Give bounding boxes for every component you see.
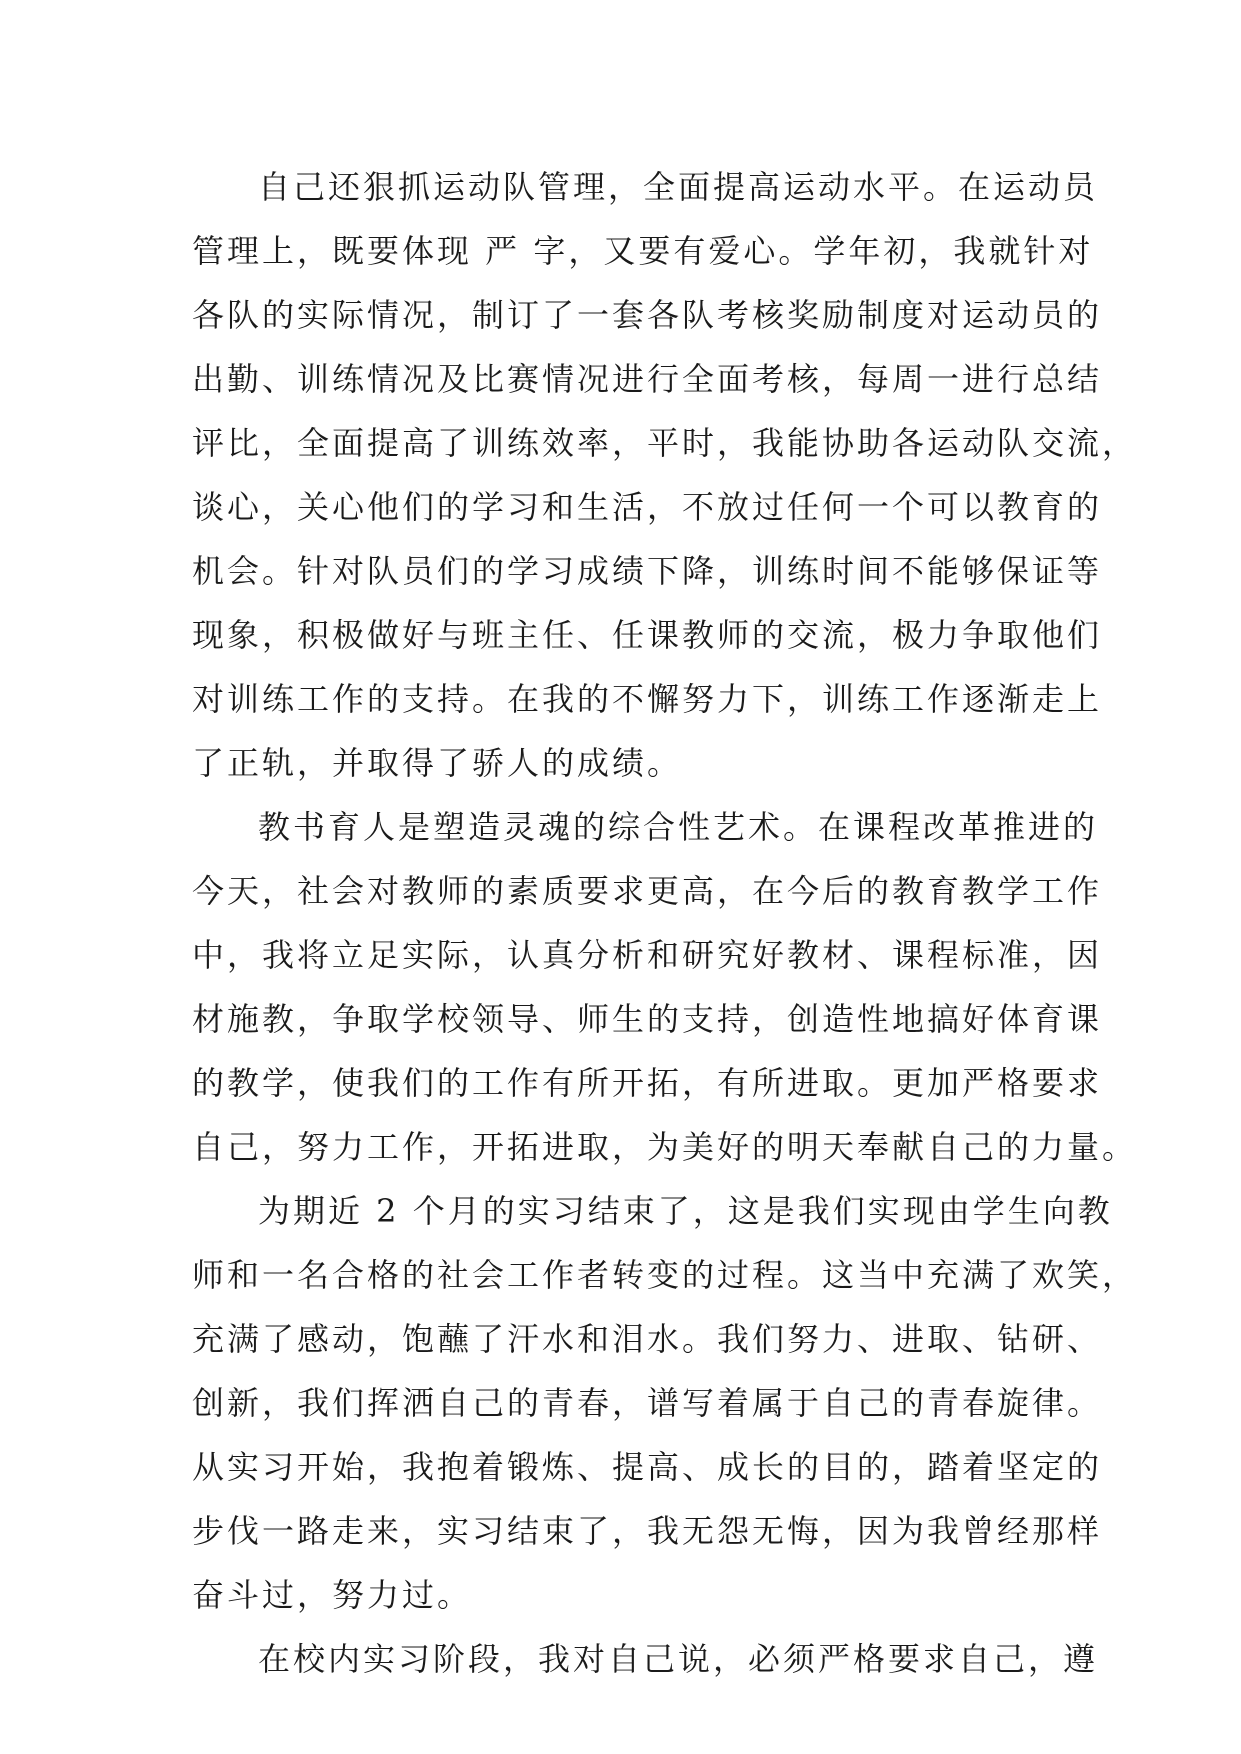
paragraph-3-line: 从实习开始，我抱着锻炼、提高、成长的目的，踏着坚定的 [192,1448,1103,1486]
paragraph-1-line: 各队的实际情况，制订了一套各队考核奖励制度对运动员的 [192,296,1103,334]
paragraph-1-line: 了正轨，并取得了骄人的成绩。 [192,744,683,782]
paragraph-3-line: 奋斗过，努力过。 [192,1576,473,1614]
paragraph-4-line: 在校内实习阶段，我对自己说，必须严格要求自己，遵 [258,1640,1099,1678]
paragraph-2-line: 今天，社会对教师的素质要求更高，在今后的教育教学工作 [192,872,1103,910]
paragraph-3-line: 步伐一路走来，实习结束了，我无怨无悔，因为我曾经那样 [192,1512,1103,1550]
paragraph-3-line: 充满了感动，饱蘸了汗水和泪水。我们努力、进取、钻研、 [192,1320,1103,1358]
paragraph-1-line: 自己还狠抓运动队管理，全面提高运动水平。在运动员 [258,168,1099,206]
paragraph-1-line: 出勤、训练情况及比赛情况进行全面考核，每周一进行总结 [192,360,1103,398]
paragraph-3-line: 为期近 2 个月的实习结束了，这是我们实现由学生向教 [258,1192,1113,1230]
document-body [192,155,1138,1691]
paragraph-1-line: 机会。针对队员们的学习成绩下降，训练时间不能够保证等 [192,552,1103,590]
paragraph-3-line: 创新，我们挥洒自己的青春，谱写着属于自己的青春旋律。 [192,1384,1103,1422]
paragraph-1-line: 管理上，既要体现 严 字，又要有爱心。学年初，我就针对 [192,232,1094,270]
paragraph-1-line: 评比，全面提高了训练效率，平时，我能协助各运动队交流， [192,424,1138,462]
paragraph-1-line: 谈心，关心他们的学习和生活，不放过任何一个可以教育的 [192,488,1103,526]
paragraph-3-line: 师和一名合格的社会工作者转变的过程。这当中充满了欢笑， [192,1256,1138,1294]
paragraph-2-line: 的教学，使我们的工作有所开拓，有所进取。更加严格要求 [192,1064,1103,1102]
paragraph-1-line: 现象，积极做好与班主任、任课教师的交流，极力争取他们 [192,616,1103,654]
paragraph-2-line: 材施教，争取学校领导、师生的支持，创造性地搞好体育课 [192,1000,1103,1038]
paragraph-2-line: 中，我将立足实际，认真分析和研究好教材、课程标准，因 [192,936,1103,974]
paragraph-2-line: 教书育人是塑造灵魂的综合性艺术。在课程改革推进的 [258,808,1099,846]
paragraph-2-line: 自己，努力工作，开拓进取，为美好的明天奉献自己的力量。 [192,1128,1138,1166]
paragraph-1-line: 对训练工作的支持。在我的不懈努力下，训练工作逐渐走上 [192,680,1103,718]
